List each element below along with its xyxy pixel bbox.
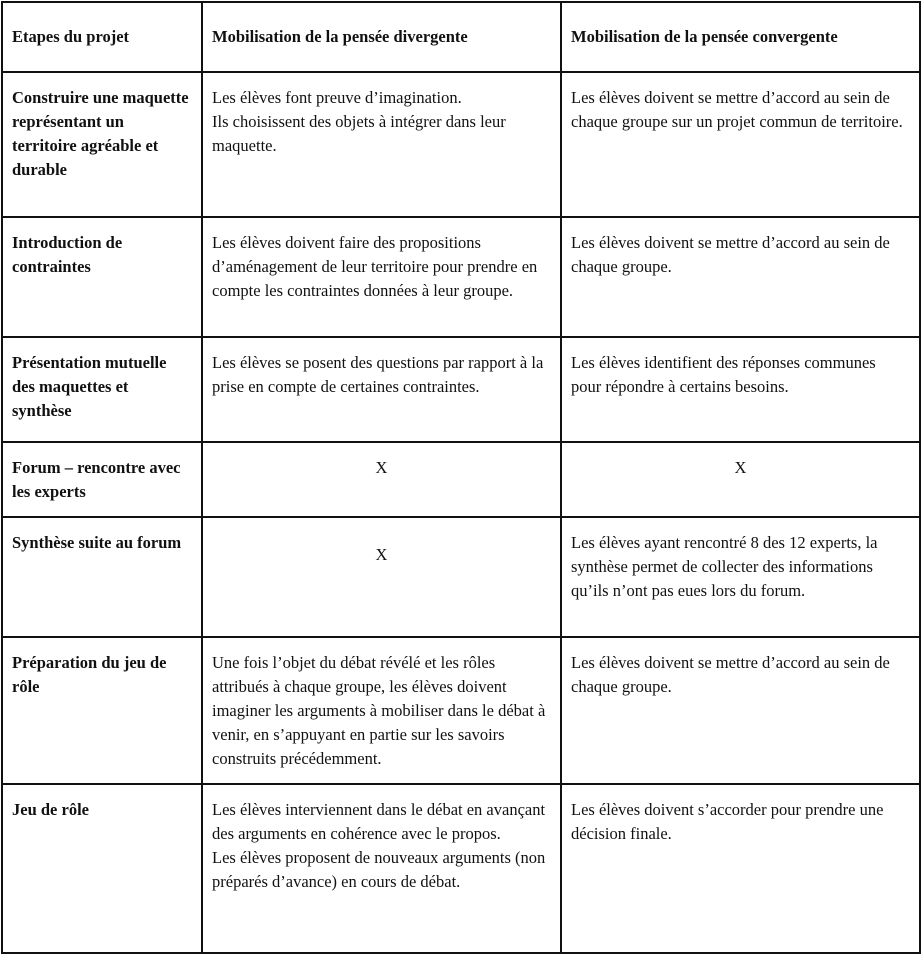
project-stages-table bbox=[1, 1, 921, 954]
cell-text: Les élèves doivent se mettre d’accord au sein de chaque groupe. bbox=[571, 233, 890, 276]
stage-cell: Construire une maquette représentant un territoire agréable et durable bbox=[2, 72, 202, 217]
convergent-cell bbox=[561, 442, 920, 517]
cell-text: Les élèves identifient des réponses communes pour répondre à certains besoins. bbox=[571, 353, 876, 396]
stage-cell: Synthèse suite au forum bbox=[2, 517, 202, 637]
header-stage: Etapes du projet bbox=[2, 2, 202, 72]
divergent-cell bbox=[202, 637, 561, 784]
cell-text: Les élèves doivent faire des propositions d’aménagement de leur territoire pour prendre en compte les contraintes données à leur groupe. bbox=[212, 233, 538, 300]
divergent-cell bbox=[202, 517, 561, 637]
divergent-cell bbox=[202, 72, 561, 217]
table-header-row bbox=[2, 2, 920, 72]
stage-cell: Présentation mutuelle des maquettes et synthèse bbox=[2, 337, 202, 442]
table-row bbox=[2, 217, 920, 337]
cell-text: Les élèves interviennent dans le débat en avançant des arguments en cohérence avec le propos. bbox=[212, 800, 546, 843]
table-row bbox=[2, 337, 920, 442]
table-row bbox=[2, 637, 920, 784]
cell-text: Les élèves doivent se mettre d’accord au sein de chaque groupe sur un projet commun de territoire. bbox=[571, 88, 903, 131]
cell-text: Les élèves doivent se mettre d’accord au sein de chaque groupe. bbox=[571, 653, 890, 696]
divergent-cell bbox=[202, 217, 561, 337]
stage-cell: Forum – rencontre avec les experts bbox=[2, 442, 202, 517]
divergent-cell bbox=[202, 784, 561, 953]
cell-text: X bbox=[375, 545, 388, 564]
stage-cell: Préparation du jeu de rôle bbox=[2, 637, 202, 784]
cell-text: Les élèves font preuve d’imagination. bbox=[212, 88, 462, 107]
table-row bbox=[2, 517, 920, 637]
convergent-cell bbox=[561, 637, 920, 784]
convergent-cell bbox=[561, 337, 920, 442]
stage-cell: Introduction de contraintes bbox=[2, 217, 202, 337]
convergent-cell bbox=[561, 784, 920, 953]
convergent-cell bbox=[561, 217, 920, 337]
convergent-cell bbox=[561, 517, 920, 637]
cell-text: Les élèves doivent s’accorder pour prendre une décision finale. bbox=[571, 800, 884, 843]
table-row bbox=[2, 72, 920, 217]
cell-text: Ils choisissent des objets à intégrer dans leur maquette. bbox=[212, 112, 506, 155]
header-divergent: Mobilisation de la pensée divergente bbox=[202, 2, 561, 72]
convergent-cell bbox=[561, 72, 920, 217]
header-convergent: Mobilisation de la pensée convergente bbox=[561, 2, 920, 72]
cell-text: Les élèves proposent de nouveaux arguments (non préparés d’avance) en cours de débat. bbox=[212, 848, 546, 891]
divergent-cell bbox=[202, 337, 561, 442]
cell-text: Les élèves se posent des questions par rapport à la prise en compte de certaines contraintes. bbox=[212, 353, 544, 396]
divergent-cell bbox=[202, 442, 561, 517]
table-row bbox=[2, 784, 920, 953]
stage-cell: Jeu de rôle bbox=[2, 784, 202, 953]
cell-text: X bbox=[375, 458, 388, 477]
table-row bbox=[2, 442, 920, 517]
cell-text: X bbox=[734, 458, 747, 477]
cell-text: Les élèves ayant rencontré 8 des 12 experts, la synthèse permet de collecter des informations qu’ils n’ont pas eues lors du forum. bbox=[571, 533, 878, 600]
cell-text: Une fois l’objet du débat révélé et les rôles attribués à chaque groupe, les élèves doivent imaginer les arguments à mobiliser dans le débat à venir, en s’appuyant en partie sur les savoirs construits précédemment. bbox=[212, 653, 546, 768]
